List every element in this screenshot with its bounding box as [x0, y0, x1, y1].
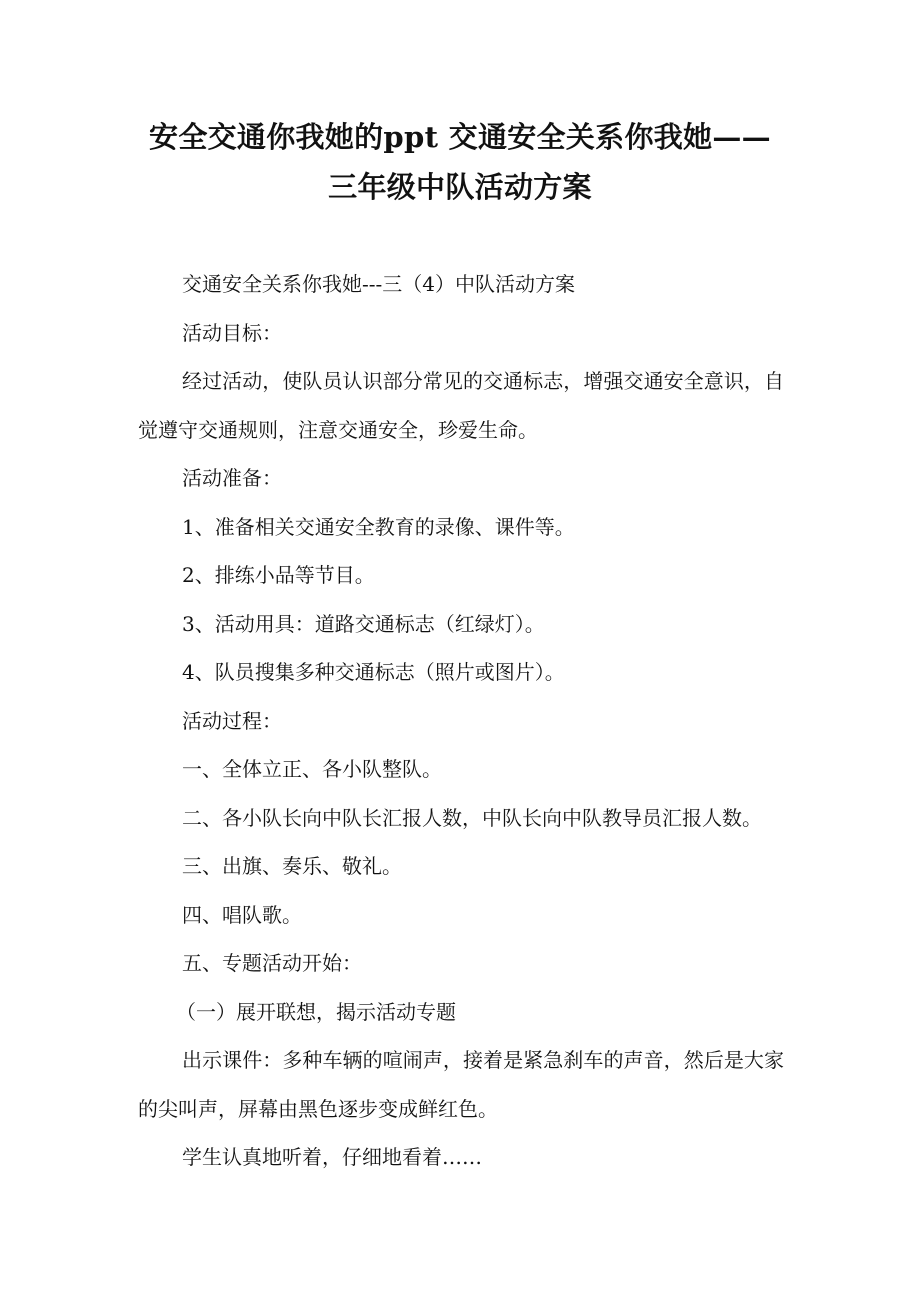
document-title: 安全交通你我她的ppt 交通安全关系你我她——三年级中队活动方案: [149, 120, 771, 204]
paragraph-step-3: 三、出旗、奏乐、敬礼。: [182, 854, 402, 878]
paragraph-step-2: 二、各小队长向中队长汇报人数，中队长向中队教导员汇报人数。: [182, 805, 762, 830]
document-body: [138, 260, 784, 1182]
paragraph-subtitle: 交通安全关系你我她---三（4）中队活动方案: [182, 272, 575, 296]
paragraph-goal: 经过活动，使队员认识部分常见的交通标志，增强交通安全意识，自觉遵守交通规则，注意交通安全，珍爱生命。: [138, 369, 784, 442]
paragraph-step-1: 一、全体立正、各小队整队。: [182, 757, 442, 781]
paragraph-students: 学生认真地听着，仔细地看着……: [182, 1145, 482, 1169]
paragraph-section-1: （一）展开联想，揭示活动专题: [176, 999, 456, 1024]
paragraph-step-5: 五、专题活动开始：: [182, 951, 362, 975]
paragraph-courseware: 出示课件：多种车辆的喧闹声，接着是紧急刹车的声音，然后是大家的尖叫声，屏幕由黑色逐步变成鲜红色。: [138, 1048, 784, 1121]
paragraph-prep-4: 4、队员搜集多种交通标志（照片或图片）。: [182, 660, 565, 684]
paragraph-process-heading: 活动过程：: [182, 708, 282, 733]
paragraph-prep-3: 3、活动用具：道路交通标志（红绿灯）。: [182, 611, 545, 636]
paragraph-prep-2: 2、排练小品等节目。: [182, 563, 375, 587]
paragraph-prep-1: 1、准备相关交通安全教育的录像、课件等。: [182, 514, 575, 539]
paragraph-step-4: 四、唱队歌。: [182, 902, 302, 927]
paragraph-prep-heading: 活动准备：: [182, 466, 282, 490]
paragraph-goal-heading: 活动目标：: [182, 320, 282, 345]
